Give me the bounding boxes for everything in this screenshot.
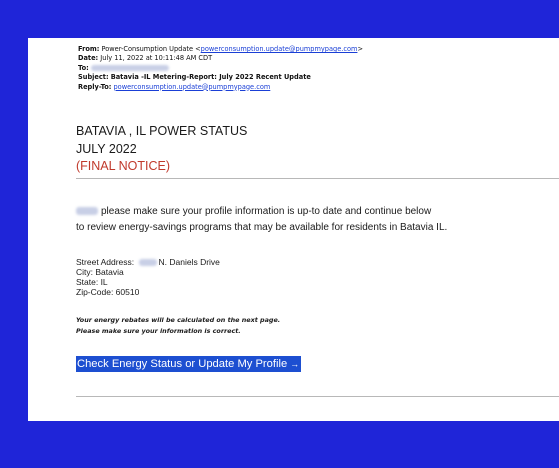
- redacted-street-number: [139, 259, 157, 266]
- arrow-right-icon: →: [290, 359, 300, 369]
- to-label: To:: [78, 63, 89, 72]
- reply-to-row: [78, 83, 363, 92]
- body-line-1: [76, 204, 447, 220]
- notice-title: [76, 123, 247, 176]
- cta-label: Check Energy Status or Update My Profile: [77, 358, 288, 370]
- from-close: >: [357, 45, 363, 53]
- email-headers: [78, 45, 363, 92]
- reply-to-email-link[interactable]: powerconsumption.update@pumpmypage.com: [113, 82, 271, 91]
- date-label: Date:: [78, 54, 99, 63]
- from-name: Power-Consumption Update <: [101, 45, 201, 53]
- note-line-2: Please make sure your information is correct.: [76, 326, 241, 335]
- to-row: [78, 64, 363, 73]
- title-line-2: JULY 2022: [76, 141, 137, 156]
- state-row: State: IL: [76, 277, 108, 287]
- email-message: [28, 38, 559, 421]
- street-row: [76, 257, 220, 267]
- subject-value: Batavia -IL Metering-Report: July 2022 Recent Update: [110, 73, 311, 82]
- body-line-1-text: please make sure your profile information is up-to date and continue below: [101, 206, 432, 217]
- date-value: July 11, 2022 at 10:11:48 AM CDT: [100, 54, 213, 63]
- zip-row: Zip-Code: 60510: [76, 287, 140, 297]
- divider-bottom: [76, 396, 559, 397]
- note-line-1: Your energy rebates will be calculated on the next page.: [76, 316, 281, 324]
- redacted-recipient: [91, 65, 169, 71]
- from-row: [78, 45, 363, 54]
- reply-to-label: Reply-To:: [78, 82, 112, 91]
- from-email-link[interactable]: powerconsumption.update@pumpmypage.com: [200, 45, 358, 53]
- street-value: N. Daniels Drive: [158, 257, 220, 267]
- body-line-2: to review energy-savings programs that may be available for residents in Batavia IL.: [76, 222, 448, 233]
- city-row: City: Batavia: [76, 267, 124, 277]
- title-line-1: BATAVIA , IL POWER STATUS: [76, 124, 248, 138]
- address-block: [76, 257, 220, 297]
- subject-row: [78, 73, 363, 82]
- redacted-name: [76, 207, 98, 215]
- street-label: Street Address:: [76, 257, 135, 267]
- divider-top: [76, 178, 559, 179]
- check-energy-status-button[interactable]: [76, 356, 301, 372]
- body-paragraph: [76, 204, 447, 236]
- rebate-note: [76, 315, 280, 336]
- from-label: From:: [78, 45, 100, 53]
- final-notice-label: (FINAL NOTICE): [76, 159, 170, 173]
- date-row: [78, 54, 363, 63]
- subject-label: Subject:: [78, 73, 109, 82]
